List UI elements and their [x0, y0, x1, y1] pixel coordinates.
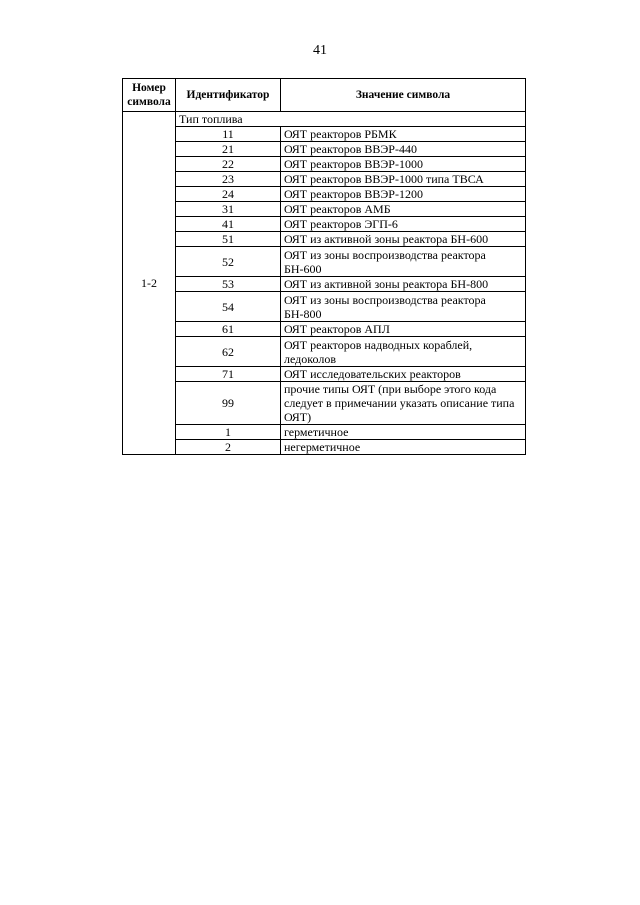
meaning-cell: ОЯТ реакторов ВВЭР-440: [281, 142, 526, 157]
table-row: [123, 292, 526, 322]
identifier-cell: 11: [176, 127, 281, 142]
table-row: [123, 425, 526, 440]
meaning-cell: ОЯТ реакторов ВВЭР-1000: [281, 157, 526, 172]
table-row: [123, 367, 526, 382]
meaning-cell: ОЯТ из зоны воспроизводства реактора БН-600: [281, 247, 526, 277]
identifier-cell: 52: [176, 247, 281, 277]
meaning-cell: ОЯТ из активной зоны реактора БН-600: [281, 232, 526, 247]
identifier-cell: 51: [176, 232, 281, 247]
identifier-cell: 41: [176, 217, 281, 232]
table-row: [123, 127, 526, 142]
table-row: [123, 232, 526, 247]
identifier-cell: 21: [176, 142, 281, 157]
fuel-type-table: [122, 78, 526, 455]
meaning-cell: ОЯТ реакторов АПЛ: [281, 322, 526, 337]
table-row: [123, 187, 526, 202]
meaning-cell: ОЯТ реакторов надводных кораблей, ледоколов: [281, 337, 526, 367]
meaning-cell: ОЯТ исследовательских реакторов: [281, 367, 526, 382]
table-row: [123, 157, 526, 172]
meaning-cell: герметичное: [281, 425, 526, 440]
identifier-cell: 71: [176, 367, 281, 382]
table-row: [123, 247, 526, 277]
meaning-cell: ОЯТ реакторов АМБ: [281, 202, 526, 217]
meaning-cell: ОЯТ реакторов ВВЭР-1000 типа ТВСА: [281, 172, 526, 187]
table-row: [123, 217, 526, 232]
identifier-cell: 31: [176, 202, 281, 217]
table-row: [123, 277, 526, 292]
header-symbol-meaning: Значение символа: [281, 79, 526, 112]
identifier-cell: 23: [176, 172, 281, 187]
identifier-cell: 61: [176, 322, 281, 337]
identifier-cell: 1: [176, 425, 281, 440]
table-header-row: [123, 79, 526, 112]
identifier-cell: 54: [176, 292, 281, 322]
symbol-group-cell: 1-2: [123, 112, 176, 455]
identifier-cell: 99: [176, 382, 281, 425]
table-row: [123, 382, 526, 425]
meaning-cell: ОЯТ реакторов ЭГП-6: [281, 217, 526, 232]
page-number: 41: [313, 43, 327, 58]
section-title-row: [123, 112, 526, 127]
identifier-cell: 62: [176, 337, 281, 367]
header-symbol-number: Номер символа: [123, 79, 176, 112]
table-row: [123, 322, 526, 337]
table-row: [123, 202, 526, 217]
table-row: [123, 337, 526, 367]
meaning-cell: ОЯТ реакторов РБМК: [281, 127, 526, 142]
table-row: [123, 440, 526, 455]
identifier-cell: 2: [176, 440, 281, 455]
meaning-cell: прочие типы ОЯТ (при выборе этого кода следует в примечании указать описание типа ОЯТ): [281, 382, 526, 425]
meaning-cell: ОЯТ из активной зоны реактора БН-800: [281, 277, 526, 292]
identifier-cell: 24: [176, 187, 281, 202]
identifier-cell: 53: [176, 277, 281, 292]
table-row: [123, 142, 526, 157]
meaning-cell: ОЯТ из зоны воспроизводства реактора БН-800: [281, 292, 526, 322]
section-title: Тип топлива: [176, 112, 526, 127]
meaning-cell: негерметичное: [281, 440, 526, 455]
identifier-cell: 22: [176, 157, 281, 172]
meaning-cell: ОЯТ реакторов ВВЭР-1200: [281, 187, 526, 202]
header-identifier: Идентификатор: [176, 79, 281, 112]
table-row: [123, 172, 526, 187]
